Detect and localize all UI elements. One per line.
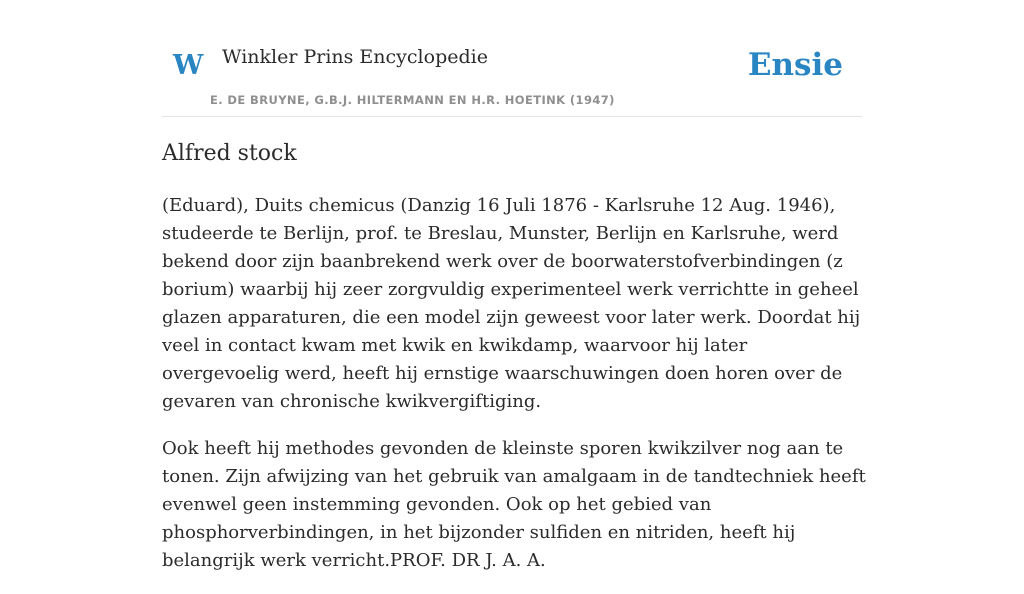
source-authors: E. DE BRUYNE, G.B.J. HILTERMANN EN H.R. HOETINK (1947) xyxy=(210,93,615,107)
source-title[interactable]: Winkler Prins Encyclopedie xyxy=(222,46,488,68)
article-paragraph: Ook heeft hij methodes gevonden de kleinste sporen kwikzilver nog aan te tonen. Zijn afwijzing van het gebruik van amalgaam in de tandtechniek heeft evenwel geen instemming gevonden. Ook op het gebied van phosphorverbindingen, in het bijzonder sulfiden en nitriden, heeft hij belangrijk werk verricht.PROF. DR J. A. A. xyxy=(162,438,866,571)
winkler-prins-logo[interactable]: W xyxy=(173,50,204,81)
article-title: Alfred stock xyxy=(162,141,297,166)
header xyxy=(162,0,862,117)
ensie-brand-logo[interactable]: Ensie xyxy=(747,47,843,83)
article-paragraph: (Eduard), Duits chemicus (Danzig 16 Juli 1876 - Karlsruhe 12 Aug. 1946), studeerde te Berlijn, prof. te Breslau, Munster, Berlijn en Karlsruhe, werd bekend door zijn baanbrekend werk over de boorwaterstofverbindingen (z borium) waarbij hij zeer zorgvuldig experimenteel werk verrichtte in geheel glazen apparaturen, die een model zijn geweest voor later werk. Doordat hij veel in contact kwam met kwik en kwikdamp, waarvoor hij later overgevoelig werd, heeft hij ernstige waarschuwingen doen horen over de gevaren van chronische kwikvergiftiging. xyxy=(162,195,861,412)
article-content xyxy=(162,138,866,594)
